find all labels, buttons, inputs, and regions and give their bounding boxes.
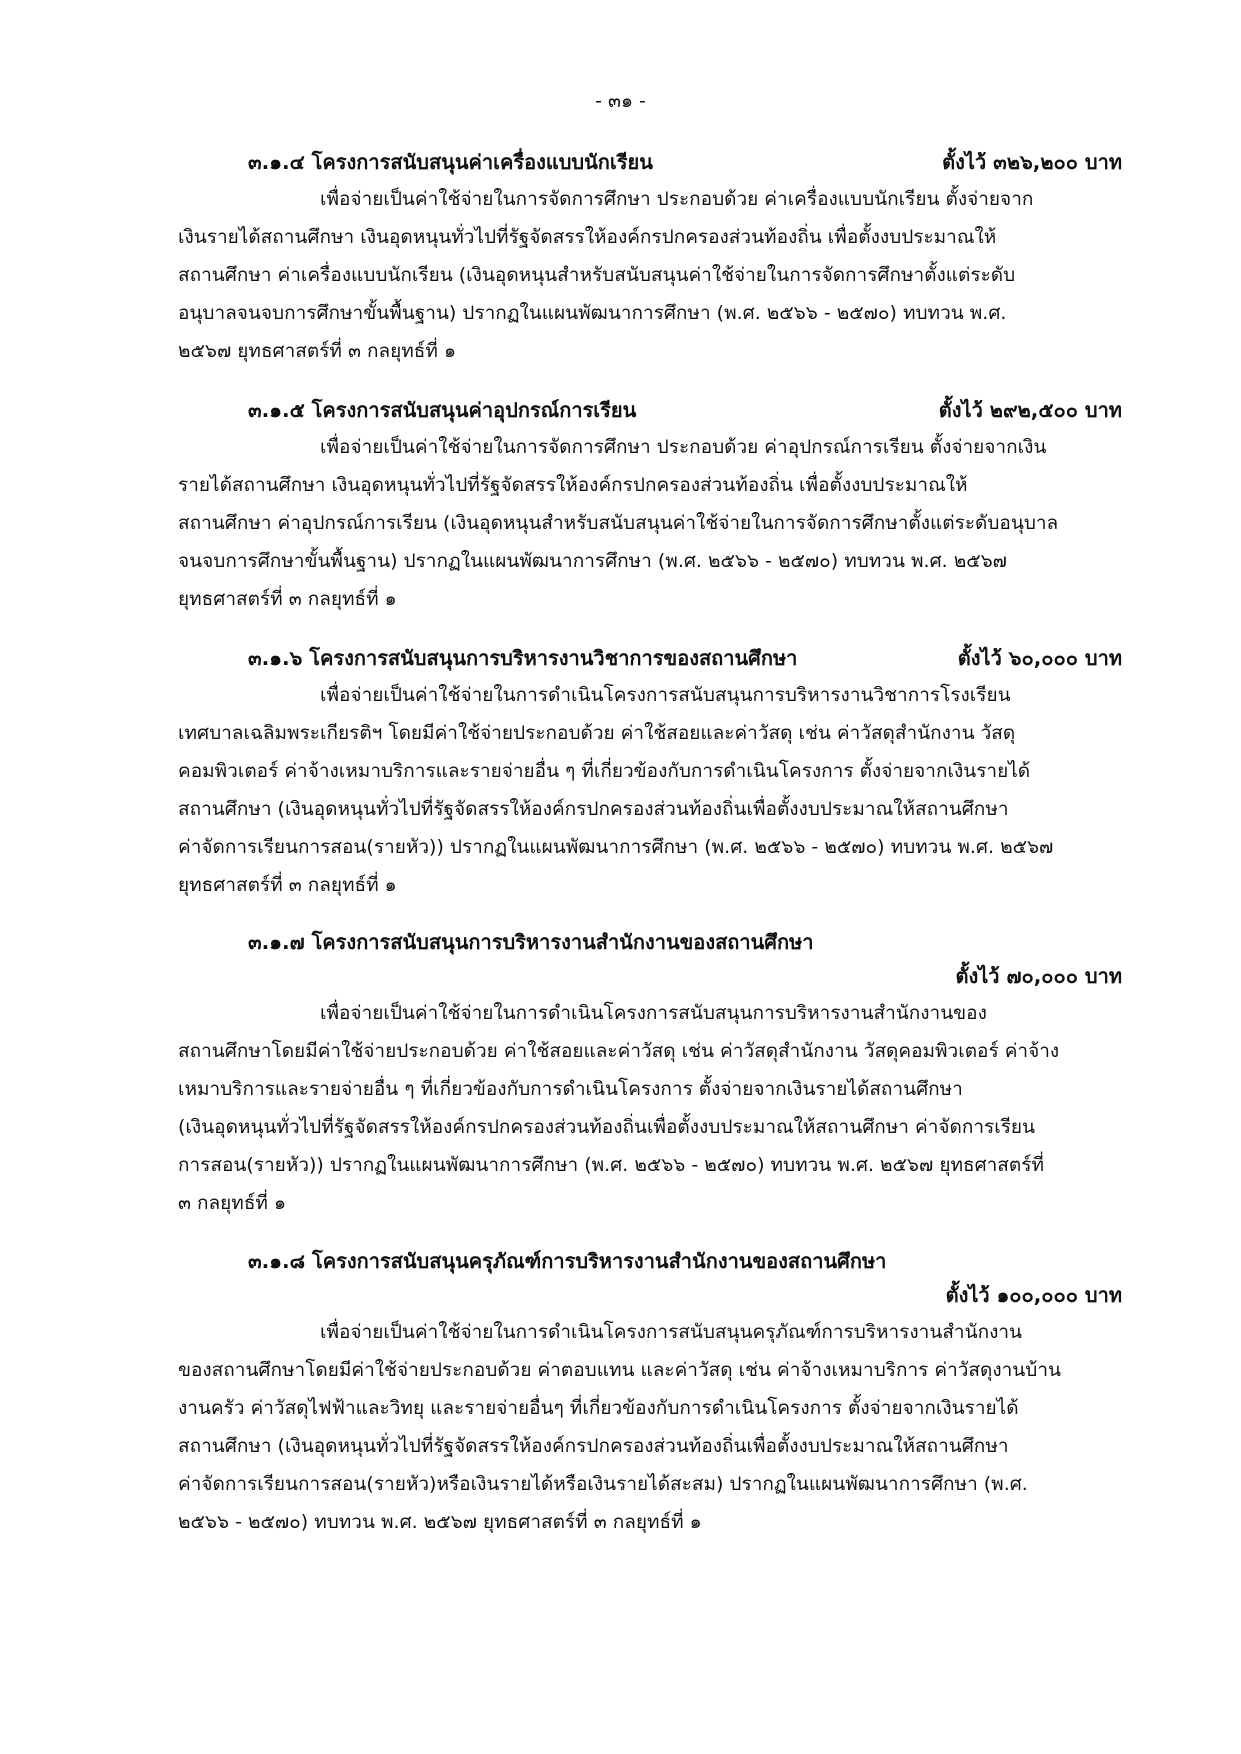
paragraph-line: เพื่อจ่ายเป็นค่าใช้จ่ายในการจัดการศึกษา ประกอบด้วย ค่าอุปกรณ์การเรียน ตั้งจ่ายจากเงิน <box>320 436 1047 458</box>
budget-amount: ตั้งไว้ ๒๙๒,๕๐๐ บาท <box>938 398 1122 422</box>
paragraph-line: เงินรายได้สถานศึกษา เงินอุดหนุนทั่วไปที่รัฐจัดสรรให้องค์กรปกครองส่วนท้องถิ่น เพื่อตั้งงบประมาณให้ <box>178 226 997 248</box>
paragraph-line: ๒๕๖๗ ยุทธศาสตร์ที่ ๓ กลยุทธ์ที่ ๑ <box>178 340 457 362</box>
section-title: ๓.๑.๘ โครงการสนับสนุนครุภัณฑ์การบริหารงานสำนักงานของสถานศึกษา <box>248 1249 887 1273</box>
section-paragraph <box>178 1313 1122 1541</box>
budget-amount: ตั้งไว้ ๗๐,๐๐๐ บาท <box>955 964 1122 988</box>
section-3-1-8 <box>178 1245 1122 1541</box>
section-paragraph <box>178 994 1122 1222</box>
section-title: ๓.๑.๖ โครงการสนับสนุนการบริหารงานวิชาการของสถานศึกษา <box>248 646 798 670</box>
page-number: - ๓๑ - <box>595 90 646 112</box>
section-paragraph <box>178 676 1122 904</box>
section-paragraph <box>178 180 1122 370</box>
paragraph-line: ค่าจัดการเรียนการสอน(รายหัว)) ปรากฏในแผนพัฒนาการศึกษา (พ.ศ. ๒๕๖๖ - ๒๕๗๐) ทบทวน พ.ศ. ๒๕๖๗ <box>178 836 1054 858</box>
paragraph-line: จนจบการศึกษาขั้นพื้นฐาน) ปรากฏในแผนพัฒนาการศึกษา (พ.ศ. ๒๕๖๖ - ๒๕๗๐) ทบทวน พ.ศ. ๒๕๖๗ <box>178 550 1007 572</box>
section-3-1-5 <box>178 394 1122 618</box>
paragraph-line: อนุบาลจนจบการศึกษาขั้นพื้นฐาน) ปรากฏในแผนพัฒนาการศึกษา (พ.ศ. ๒๕๖๖ - ๒๕๗๐) ทบทวน พ.ศ. <box>178 302 1007 324</box>
section-title: ๓.๑.๗ โครงการสนับสนุนการบริหารงานสำนักงานของสถานศึกษา <box>248 930 814 954</box>
paragraph-line: ๓ กลยุทธ์ที่ ๑ <box>178 1192 287 1214</box>
paragraph-line: เทศบาลเฉลิมพระเกียรติฯ โดยมีค่าใช้จ่ายประกอบด้วย ค่าใช้สอยและค่าวัสดุ เช่น ค่าวัสดุสำนักงาน วัสดุ <box>178 722 1016 744</box>
budget-amount: ตั้งไว้ ๑๐๐,๐๐๐ บาท <box>945 1283 1122 1307</box>
paragraph-line: (เงินอุดหนุนทั่วไปที่รัฐจัดสรรให้องค์กรปกครองส่วนท้องถิ่นเพื่อตั้งงบประมาณให้สถานศึกษา ค่าจัดการเรียน <box>178 1116 1036 1138</box>
budget-amount: ตั้งไว้ ๓๒๖,๒๐๐ บาท <box>942 150 1122 174</box>
paragraph-line: การสอน(รายหัว)) ปรากฏในแผนพัฒนาการศึกษา (พ.ศ. ๒๕๖๖ - ๒๕๗๐) ทบทวน พ.ศ. ๒๕๖๗ ยุทธศาสตร์ที่ <box>178 1154 1044 1176</box>
paragraph-line: ค่าจัดการเรียนการสอน(รายหัว)หรือเงินรายได้หรือเงินรายได้สะสม) ปรากฏในแผนพัฒนาการศึกษา (พ.ศ. <box>178 1473 1028 1495</box>
paragraph-line: ยุทธศาสตร์ที่ ๓ กลยุทธ์ที่ ๑ <box>178 588 397 610</box>
budget-amount: ตั้งไว้ ๖๐,๐๐๐ บาท <box>957 646 1122 670</box>
paragraph-line: เพื่อจ่ายเป็นค่าใช้จ่ายในการดำเนินโครงการสนับสนุนครุภัณฑ์การบริหารงานสำนักงาน <box>320 1321 1023 1343</box>
paragraph-line: สถานศึกษา (เงินอุดหนุนทั่วไปที่รัฐจัดสรรให้องค์กรปกครองส่วนท้องถิ่นเพื่อตั้งงบประมาณให้สถานศึกษา <box>178 1435 1009 1457</box>
section-title: ๓.๑.๕ โครงการสนับสนุนค่าอุปกรณ์การเรียน <box>248 398 637 422</box>
paragraph-line: งานครัว ค่าวัสดุไฟฟ้าและวิทยุ และรายจ่ายอื่นๆ ที่เกี่ยวข้องกับการดำเนินโครงการ ตั้งจ่ายจากเงินรายได้ <box>178 1397 1019 1419</box>
paragraph-line: ยุทธศาสตร์ที่ ๓ กลยุทธ์ที่ ๑ <box>178 874 397 896</box>
paragraph-line: ๒๕๖๖ - ๒๕๗๐) ทบทวน พ.ศ. ๒๕๖๗ ยุทธศาสตร์ที่ ๓ กลยุทธ์ที่ ๑ <box>178 1511 702 1533</box>
paragraph-line: เพื่อจ่ายเป็นค่าใช้จ่ายในการจัดการศึกษา ประกอบด้วย ค่าเครื่องแบบนักเรียน ตั้งจ่ายจาก <box>320 188 1034 210</box>
section-3-1-7 <box>178 926 1122 1222</box>
paragraph-line: รายได้สถานศึกษา เงินอุดหนุนทั่วไปที่รัฐจัดสรรให้องค์กรปกครองส่วนท้องถิ่น เพื่อตั้งงบประมาณให้ <box>178 474 968 496</box>
paragraph-line: ของสถานศึกษาโดยมีค่าใช้จ่ายประกอบด้วย ค่าตอบแทน และค่าวัสดุ เช่น ค่าจ้างเหมาบริการ ค่าวัสดุงานบ้าน <box>178 1359 1062 1381</box>
section-3-1-4 <box>178 146 1122 370</box>
paragraph-line: สถานศึกษา ค่าอุปกรณ์การเรียน (เงินอุดหนุนสำหรับสนับสนุนค่าใช้จ่ายในการจัดการศึกษาตั้งแต่ระดับอนุบาล <box>178 512 1059 534</box>
section-3-1-6 <box>178 642 1122 904</box>
paragraph-line: สถานศึกษาโดยมีค่าใช้จ่ายประกอบด้วย ค่าใช้สอยและค่าวัสดุ เช่น ค่าวัสดุสำนักงาน วัสดุคอมพิวเตอร์ ค่าจ้าง <box>178 1040 1060 1062</box>
paragraph-line: สถานศึกษา (เงินอุดหนุนทั่วไปที่รัฐจัดสรรให้องค์กรปกครองส่วนท้องถิ่นเพื่อตั้งงบประมาณให้สถานศึกษา <box>178 798 1009 820</box>
paragraph-line: เหมาบริการและรายจ่ายอื่น ๆ ที่เกี่ยวข้องกับการดำเนินโครงการ ตั้งจ่ายจากเงินรายได้สถานศึกษา <box>178 1078 963 1100</box>
section-paragraph <box>178 428 1122 618</box>
paragraph-line: เพื่อจ่ายเป็นค่าใช้จ่ายในการดำเนินโครงการสนับสนุนการบริหารงานสำนักงานของ <box>320 1002 987 1024</box>
paragraph-line: สถานศึกษา ค่าเครื่องแบบนักเรียน (เงินอุดหนุนสำหรับสนับสนุนค่าใช้จ่ายในการจัดการศึกษาตั้งแต่ระดับ <box>178 264 1016 286</box>
section-title: ๓.๑.๔ โครงการสนับสนุนค่าเครื่องแบบนักเรียน <box>248 150 653 174</box>
paragraph-line: เพื่อจ่ายเป็นค่าใช้จ่ายในการดำเนินโครงการสนับสนุนการบริหารงานวิชาการโรงเรียน <box>320 684 1011 706</box>
paragraph-line: คอมพิวเตอร์ ค่าจ้างเหมาบริการและรายจ่ายอื่น ๆ ที่เกี่ยวข้องกับการดำเนินโครงการ ตั้งจ่ายจากเงินรายได้ <box>178 760 1031 782</box>
